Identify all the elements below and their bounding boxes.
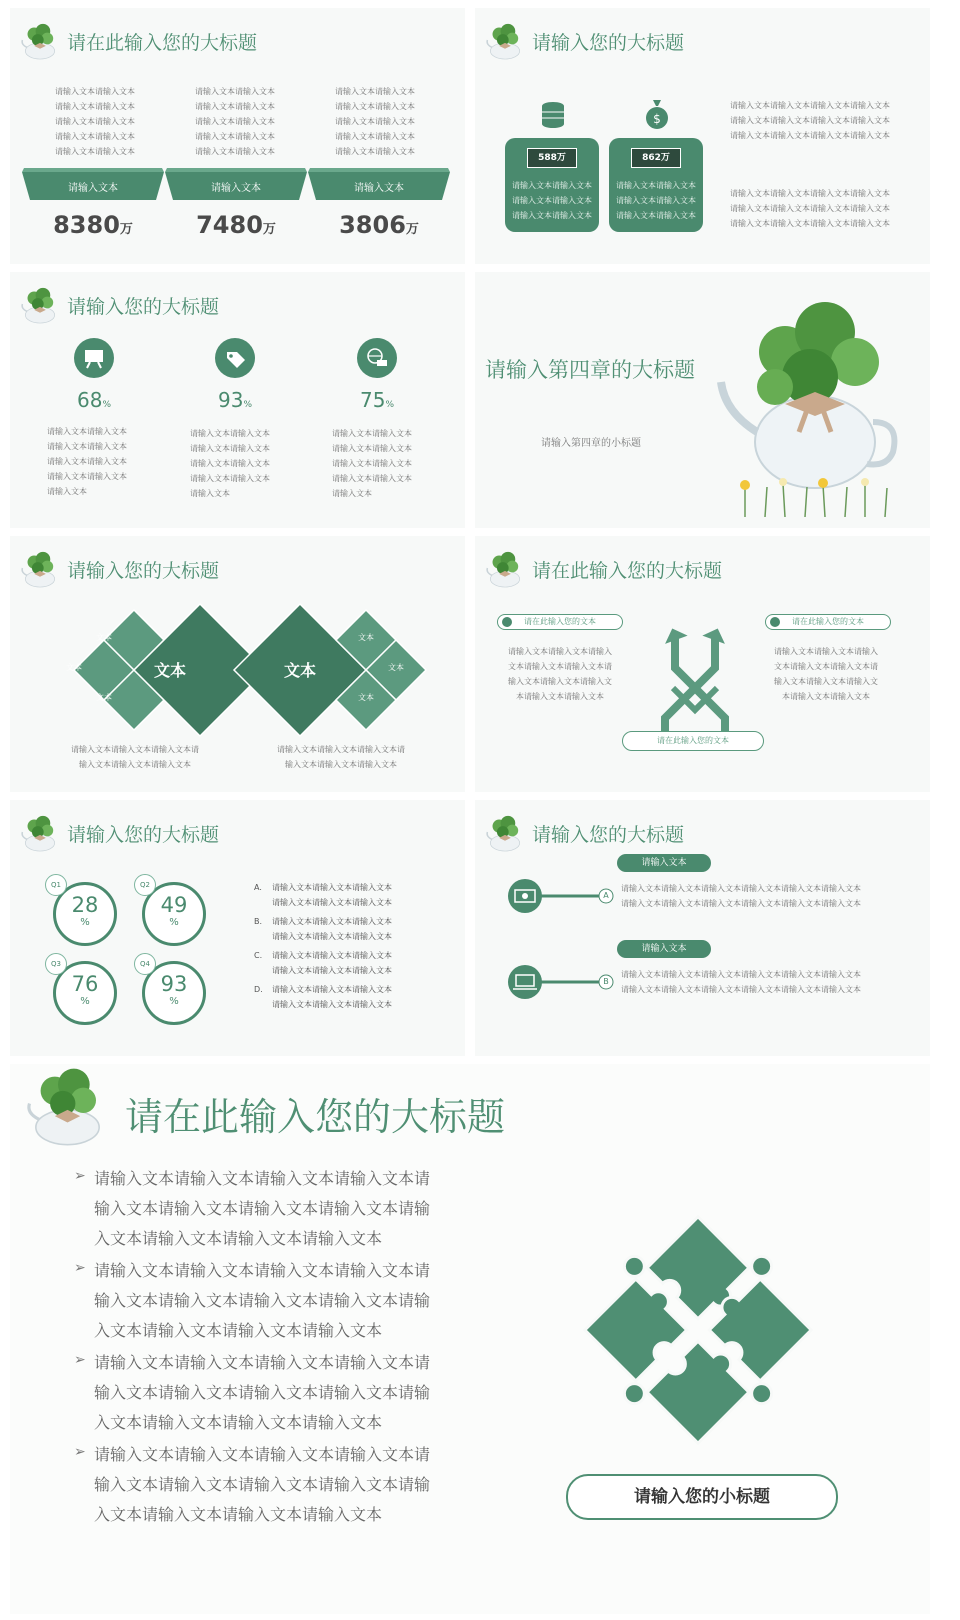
slide-title: 请输入您的大标题 [532, 32, 685, 54]
row-text: 请输入文本请输入文本请输入文本请输入文本请输入文本请输入文本 请输入文本请输入文本请输入文本请输入文本请输入文本请输入文本 [621, 970, 861, 994]
slide-8 [475, 800, 930, 1056]
stat-card [505, 138, 599, 232]
column-label: 请输入文本 [211, 183, 261, 194]
column-text: 请输入文本请输入文本 请输入文本请输入文本 请输入文本请输入文本 请输入文本请输入文本 请输入文本请输入文本 [335, 87, 415, 156]
diamond-label: 文本 [153, 661, 186, 680]
users-icon [770, 617, 780, 627]
paragraph: 请输入文本请输入文本请输入文本请输入文本 请输入文本请输入文本请输入文本请输入文本 请输入文本请输入文本请输入文本请输入文本 [730, 189, 890, 228]
quarter-tag: Q3 [45, 953, 67, 975]
text-pill: 请在此输入您的文本 [622, 731, 764, 751]
paragraph: 请输入文本请输入文本请输入文本请输入文本 请输入文本请输入文本请输入文本请输入文本 请输入文本请输入文本请输入文本请输入文本 [730, 101, 890, 140]
plant-logo-icon [18, 546, 62, 590]
chapter-title: 请输入第四章的大标题 [485, 358, 695, 382]
crossed-arrows-icon [645, 628, 745, 734]
diamond-small-label: 文本 [358, 693, 374, 702]
plant-logo-icon [18, 810, 62, 854]
list-item: ➢ 请输入文本请输入文本请输入文本请输入文本请 输入文本请输入文本请输入文本请输入文本请输 入文本请输入文本请输入文本请输入文本 [74, 1260, 431, 1340]
slide-title: 请输入您的大标题 [67, 824, 220, 846]
chevron-right-icon: ➢ [74, 1260, 86, 1276]
diamond-label: 文本 [283, 661, 316, 680]
quarter-tag: Q4 [134, 953, 156, 975]
slide-title: 请输入您的大标题 [532, 824, 685, 846]
slide-title: 请输入您的大标题 [67, 560, 220, 582]
presentation-icon [74, 338, 114, 378]
stat-value: 588万 [527, 148, 577, 168]
slide-4 [475, 272, 930, 528]
list-item: ➢ 请输入文本请输入文本请输入文本请输入文本请 输入文本请输入文本请输入文本请输入文本请输 入文本请输入文本请输入文本请输入文本 [74, 1444, 431, 1524]
chevron-right-icon: ➢ [74, 1352, 86, 1368]
item-text: 请输入文本请输入文本 请输入文本请输入文本 请输入文本请输入文本 请输入文本请输入文本 请输入文本 [332, 429, 412, 498]
row-marker: B [603, 977, 609, 986]
side-text: 请输入文本请输入文本请输入 文本请输入文本请输入文本请 输入文本请输入文本请输入文 本请输入文本请输入文本 [508, 647, 612, 701]
plant-logo-icon [483, 810, 527, 854]
diamond-small-label: 文本 [96, 693, 112, 702]
svg-text:$: $ [653, 112, 661, 126]
diamond-caption: 请输入文本请输入文本请输入文本请 输入文本请输入文本请输入文本 [277, 745, 405, 769]
plant-logo-icon [18, 282, 62, 326]
diamond-small-label: 文本 [66, 663, 82, 672]
stat-text: 请输入文本请输入文本 请输入文本请输入文本 请输入文本请输入文本 [616, 181, 696, 220]
percent-value: 68% [76, 388, 111, 412]
percent-value: 75% [359, 388, 394, 412]
percent-ring: 76 % [53, 961, 117, 1025]
stat-text: 请输入文本请输入文本 请输入文本请输入文本 请输入文本请输入文本 [512, 181, 592, 220]
column-label: 请输入文本 [68, 183, 118, 194]
slide-7: 请输入您的大标题 28 % Q1 49 % Q2 76 % Q3 93 % Q4 A. 请输入文本请输入文本请输入文本 请输入文本请输入文本请输入文本 B. 请输入文本请输入文本请输入文本 请输入文本请输入文本请输入文本 C. 请输入文本请输入文本请输入文本 请输入文本请输入文本请输入文本 D. 请输入文本请输入文本请输入文本 请输入文本请输入文本请输入文本 [10, 800, 465, 1056]
text-pill: 请在此输入您的文本 [497, 614, 623, 630]
percent-ring: 28 % [53, 882, 117, 946]
quarter-tag: Q2 [134, 874, 156, 896]
stat-card [609, 138, 703, 232]
column-value: 7480万 [196, 211, 276, 239]
bullet-list [74, 1164, 464, 1532]
column-label: 请输入文本 [354, 183, 404, 194]
plant-logo-icon [483, 18, 527, 62]
stat-value: 862万 [631, 148, 681, 168]
diamond-small-label: 文本 [388, 663, 404, 672]
puzzle-icon [578, 1210, 818, 1450]
slide-title: 请输入您的大标题 [67, 296, 220, 318]
subtitle-button[interactable]: 请输入您的小标题 [566, 1474, 838, 1520]
row-text: 请输入文本请输入文本请输入文本请输入文本请输入文本请输入文本 请输入文本请输入文本请输入文本请输入文本请输入文本请输入文本 [621, 884, 861, 908]
chat-icon [502, 617, 512, 627]
slide-title: 请在此输入您的大标题 [67, 32, 258, 54]
slide-title: 请在此输入您的大标题 [532, 560, 723, 582]
item-text: 请输入文本请输入文本 请输入文本请输入文本 请输入文本请输入文本 请输入文本请输入文本 请输入文本 [190, 429, 270, 498]
slide-6 [475, 536, 930, 792]
row-marker: A [603, 891, 609, 900]
diamond-caption: 请输入文本请输入文本请输入文本请 输入文本请输入文本请输入文本 [71, 745, 199, 769]
globe-cart-icon [357, 338, 397, 378]
column-text: 请输入文本请输入文本 请输入文本请输入文本 请输入文本请输入文本 请输入文本请输入文本 请输入文本请输入文本 [195, 87, 275, 156]
list-item: ➢ 请输入文本请输入文本请输入文本请输入文本请 输入文本请输入文本请输入文本请输入文本请输 入文本请输入文本请输入文本请输入文本 [74, 1168, 431, 1248]
plant-logo-icon [20, 1064, 115, 1151]
quarter-tag: Q1 [45, 874, 67, 896]
percent-value: 93% [217, 388, 252, 412]
slide-9 [10, 1064, 930, 1614]
plant-logo-icon [18, 18, 62, 62]
row-label-pill: 请输入文本 [617, 940, 711, 958]
side-text: 请输入文本请输入文本请输入 文本请输入文本请输入文本请 输入文本请输入文本请输入文 本请输入文本请输入文本 [774, 647, 878, 701]
teapot-plant-illustration [715, 292, 915, 522]
list-item: ➢ 请输入文本请输入文本请输入文本请输入文本请 输入文本请输入文本请输入文本请输入文本请输 入文本请输入文本请输入文本请输入文本 [74, 1352, 431, 1432]
column-text: 请输入文本请输入文本 请输入文本请输入文本 请输入文本请输入文本 请输入文本请输入文本 请输入文本请输入文本 [55, 87, 135, 156]
slide-5 [10, 536, 465, 792]
slide-3 [10, 272, 465, 528]
plant-logo-icon [483, 546, 527, 590]
slide-2 [475, 8, 930, 264]
column-value: 3806万 [339, 211, 419, 239]
chapter-subtitle: 请输入第四章的小标题 [541, 438, 641, 449]
chevron-right-icon: ➢ [74, 1168, 86, 1184]
slide-title: 请在此输入您的大标题 [125, 1095, 506, 1139]
coins-icon [539, 100, 567, 130]
diamond-small-label: 文本 [96, 633, 112, 642]
text-pill: 请在此输入您的文本 [765, 614, 891, 630]
row-label-pill: 请输入文本 [617, 854, 711, 872]
money-bag-icon [645, 98, 669, 130]
slide-1 [10, 8, 465, 264]
chevron-right-icon: ➢ [74, 1444, 86, 1460]
column-value: 8380万 [53, 211, 133, 239]
percent-ring: 93 % [142, 961, 206, 1025]
diamond-small-label: 文本 [358, 633, 374, 642]
item-text: 请输入文本请输入文本 请输入文本请输入文本 请输入文本请输入文本 请输入文本请输入文本 请输入文本 [47, 427, 127, 496]
tag-icon [215, 338, 255, 378]
percent-ring: 49 % [142, 882, 206, 946]
